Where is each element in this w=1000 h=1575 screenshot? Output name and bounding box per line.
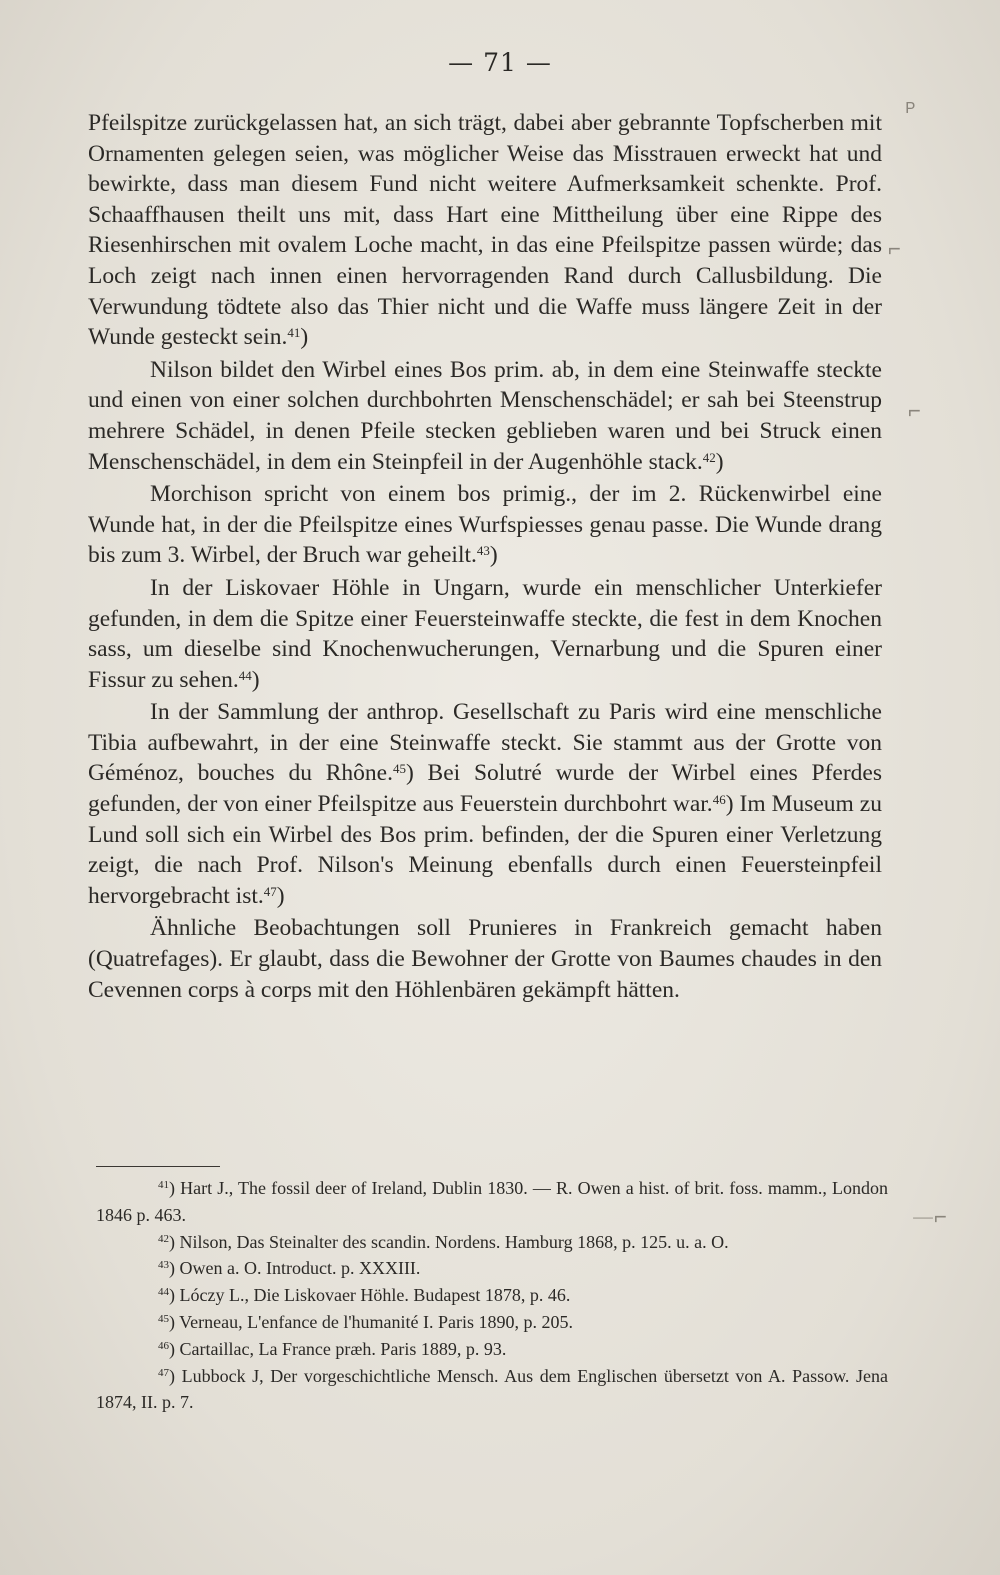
footnote-text: ) Verneau, L'enfance de l'humanité I. Paris 1890, p. 205. bbox=[169, 1311, 574, 1332]
footnote-text: ) Lóczy L., Die Liskovaer Höhle. Budapest 1878, p. 46. bbox=[169, 1285, 571, 1306]
footnote bbox=[96, 1309, 888, 1336]
footnote-reference: 42 bbox=[702, 449, 716, 465]
footnote-reference: 47 bbox=[263, 883, 277, 899]
page-number: — 71 — bbox=[448, 48, 552, 77]
footnote-number: 41 bbox=[158, 1179, 169, 1191]
footnote bbox=[96, 1282, 888, 1309]
paragraph bbox=[88, 355, 882, 477]
footnote bbox=[96, 1363, 888, 1417]
footnote-number: 42 bbox=[158, 1232, 169, 1245]
paragraph-text: Ähnliche Beobachtungen soll Prunieres in Frankreich gemacht haben (Quatrefages). Er glaubt, dass die Bewohner der Grotte von Baumes chaudes in den Cevennen corps à corps mit den Höhlenbären gekämpft hätten. bbox=[88, 915, 882, 1003]
footnote-reference: 45 bbox=[392, 761, 406, 777]
paragraph bbox=[88, 108, 882, 353]
footnote-reference: 46 bbox=[712, 792, 726, 808]
footnote-reference: 43 bbox=[476, 543, 490, 559]
margin-pencil-mark: ᴾ bbox=[906, 99, 916, 124]
footnote bbox=[96, 1175, 888, 1229]
body-text bbox=[88, 108, 882, 1007]
paragraph-text: ) bbox=[489, 542, 498, 569]
paragraph-text: ) bbox=[276, 882, 285, 909]
paragraph-text: Pfeilspitze zurückgelassen hat, an sich trägt, dabei aber gebrannte Topfscherben mit Ornamenten gelegen seien, was möglicher Weise das Misstrauen erweckt hat und bewirkte, dass man diesem Fund nicht weitere Aufmerksamkeit schenkte. Prof. Schaaffhausen theilt uns mit, dass Hart eine Mittheilung über eine Rippe des Riesenhirschen mit ovalem Loche macht, in das eine Pfeilspitze passen würde; das Loch zeigt nach innen einen hervorragenden Rand durch Callusbildung. Die Verwundung tödtete also das Thier nicht und die Waffe muss längere Zeit in der Wunde gesteckt sein. bbox=[88, 110, 882, 351]
paragraph bbox=[88, 913, 882, 1005]
footnote bbox=[96, 1336, 888, 1363]
paragraph-text: ) bbox=[300, 324, 309, 351]
footnote-text: ) Owen a. O. Introduct. p. XXXIII. bbox=[169, 1258, 421, 1279]
margin-pencil-mark: ⌐ bbox=[908, 399, 921, 424]
footnote-number: 47 bbox=[158, 1366, 169, 1379]
footnote-text: ) Cartaillac, La France præh. Paris 1889, p. 93. bbox=[169, 1338, 507, 1359]
paragraph bbox=[88, 697, 882, 911]
footnote bbox=[96, 1229, 888, 1256]
margin-pencil-mark: —⌐ bbox=[912, 1205, 947, 1230]
footnote-reference: 44 bbox=[238, 667, 252, 683]
footnote-number: 43 bbox=[158, 1259, 169, 1272]
paragraph-text: ) bbox=[715, 448, 724, 475]
footnote-text: ) Lubbock J, Der vorgeschichtliche Mensch. Aus dem Englischen übersetzt von A. Passow. Jena 1874, II. p. 7. bbox=[96, 1365, 888, 1413]
footnote-reference: 41 bbox=[287, 325, 301, 341]
paragraph-text: In der Sammlung der anthrop. Gesellschaft zu Paris wird eine menschliche Tibia aufbewahrt, in der eine Steinwaffe steckt. Sie stammt aus der Grotte von Géménoz, bouches du Rhône. bbox=[88, 699, 882, 787]
paragraph-text: ) Im Museum zu Lund soll sich ein Wirbel des Bos prim. befinden, der die Spuren einer Verletzung zeigt, die nach Prof. Nilson's Meinung ebenfalls durch einen Feuersteinpfeil hervorgebracht ist. bbox=[88, 791, 882, 909]
footnote-text: ) Hart J., The fossil deer of Ireland, Dublin 1830. — R. Owen a hist. of brit. foss. mamm., London 1846 p. 463. bbox=[96, 1178, 888, 1225]
footnote-number: 45 bbox=[158, 1312, 169, 1325]
paragraph-text: In der Liskovaer Höhle in Ungarn, wurde ein menschlicher Unterkiefer gefunden, in dem die Spitze einer Feuersteinwaffe steckte, die fest in dem Knochen sass, um dieselbe sind Knochenwucherungen, Vernarbung und die Spuren einer Fissur zu sehen. bbox=[88, 574, 882, 693]
footnote-number: 44 bbox=[158, 1286, 169, 1299]
paragraph-text: ) bbox=[251, 666, 260, 693]
margin-pencil-mark: ⌐ bbox=[888, 237, 901, 262]
paragraph-text: Morchison spricht von einem bos primig., der im 2. Rückenwirbel eine Wunde hat, in der die Pfeilspitze eines Wurfspiesses genau passe. Die Wunde drang bis zum 3. Wirbel, der Bruch war geheilt. bbox=[88, 481, 882, 569]
footnote bbox=[96, 1255, 888, 1282]
footnote-rule bbox=[96, 1166, 220, 1167]
paragraph bbox=[88, 479, 882, 571]
paragraph-text: ) Bei Solutré wurde der Wirbel eines Pferdes gefunden, der von einer Pfeilspitze aus Feuerstein durchbohrt war. bbox=[88, 760, 883, 818]
footnotes bbox=[96, 1175, 888, 1416]
paragraph-text: Nilson bildet den Wirbel eines Bos prim. ab, in dem eine Steinwaffe steckte und einen von einer solchen durchbohrten Menschenschädel; er sah bei Steenstrup mehrere Schädel, in denen Pfeile stecken geblieben waren und bei Struck einen Menschenschädel, in dem ein Steinpfeil in der Augenhöhle stack. bbox=[88, 356, 882, 475]
footnote-text: ) Nilson, Das Steinalter des scandin. Nordens. Hamburg 1868, p. 125. u. a. O. bbox=[169, 1231, 729, 1252]
footnote-number: 46 bbox=[158, 1339, 169, 1352]
paragraph bbox=[88, 573, 882, 695]
